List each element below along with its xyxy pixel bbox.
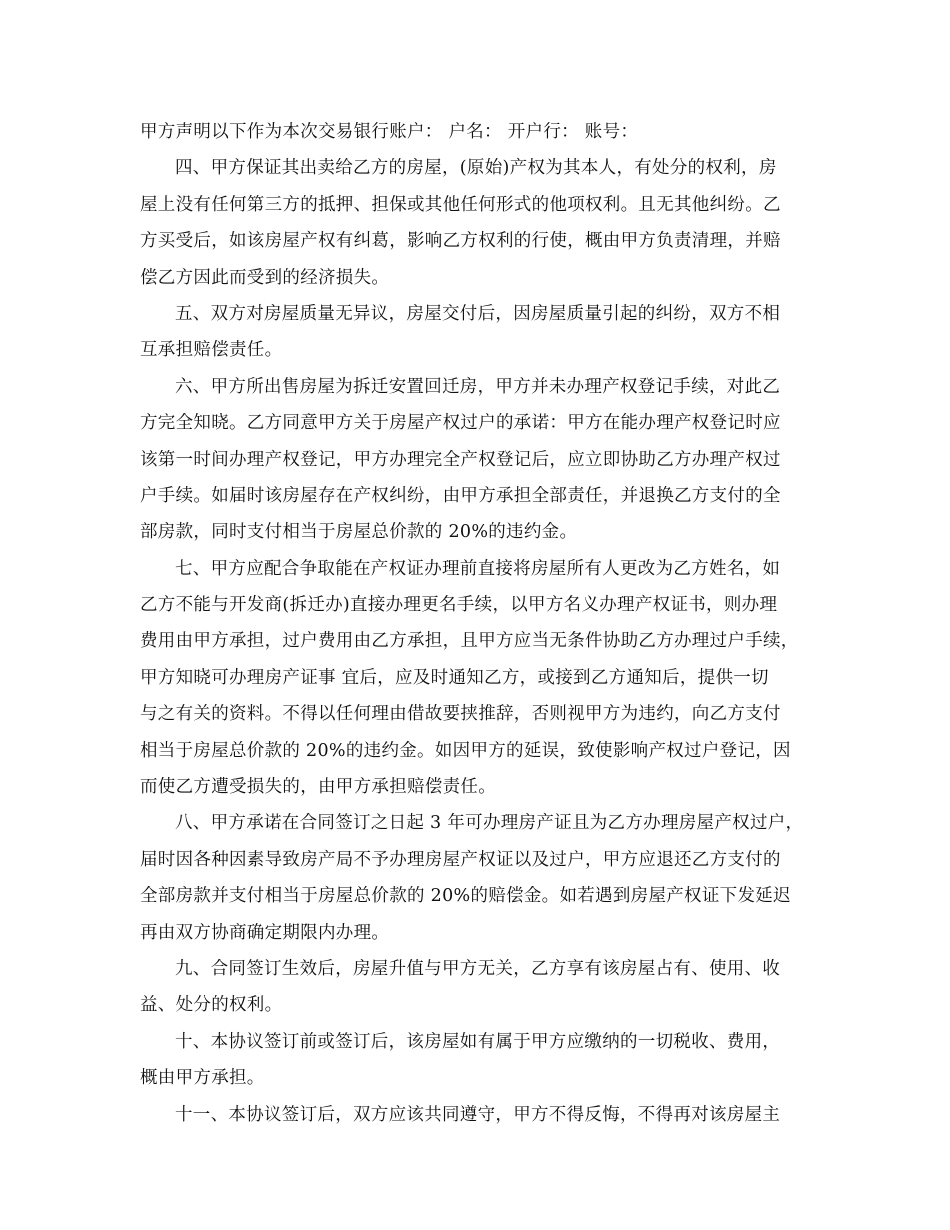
paragraph-first-line: 六、甲方所出售房屋为拆迁安置回迁房，甲方并未办理产权登记手续，对此乙 [175, 376, 781, 397]
paragraph-line: 甲方知晓可办理房产证事 宜后，应及时通知乙方，或接到乙方通知后，提供一切 [140, 667, 769, 688]
paragraph-line: 互承担赔偿责任。 [140, 340, 283, 361]
paragraph-line: 乙方不能与开发商(拆迁办)直接办理更名手续，以甲方名义办理产权证书，则办理 [140, 595, 778, 616]
paragraph-line: 相当于房屋总价款的 20%的违约金。如因甲方的延误，致使影响产权过户登记，因 [140, 740, 791, 761]
paragraph-line: 概由甲方承担。 [140, 1068, 265, 1089]
paragraph-first-line: 八、甲方承诺在合同签订之日起 3 年可办理房产证且为乙方办理房屋产权过户， [175, 813, 804, 834]
paragraph-first-line: 五、双方对房屋质量无异议，房屋交付后，因房屋质量引起的纠纷，双方不相 [175, 303, 781, 324]
paragraph-first-line: 九、合同签订生效后，房屋升值与甲方无关，乙方享有该房屋占有、使用、收 [175, 958, 781, 979]
paragraph-line: 方买受后，如该房屋产权有纠葛，影响乙方权利的行使，概由甲方负责清理，并赔 [140, 231, 781, 252]
paragraph-line: 方完全知晓。乙方同意甲方关于房屋产权过户的承诺：甲方在能办理产权登记时应 [140, 413, 781, 434]
paragraph-line: 费用由甲方承担，过户费用由乙方承担，且甲方应当无条件协助乙方办理过户手续， [140, 631, 799, 652]
paragraph-first-line: 七、甲方应配合争取能在产权证办理前直接将房屋所有人更改为乙方姓名，如 [175, 558, 781, 579]
paragraph-line: 屋上没有任何第三方的抵押、担保或其他任何形式的他项权利。且无其他纠纷。乙 [140, 194, 781, 215]
paragraph-first-line: 十、本协议签订前或签订后，该房屋如有属于甲方应缴纳的一切税收、费用， [175, 1031, 781, 1052]
paragraph-line: 益、处分的权利。 [140, 995, 283, 1016]
paragraph-line: 部房款，同时支付相当于房屋总价款的 20%的违约金。 [140, 522, 578, 543]
paragraph-line: 全部房款并支付相当于房屋总价款的 20%的赔偿金。如若遇到房屋产权证下发延迟 [140, 886, 791, 907]
paragraph-line: 再由双方协商确定期限内办理。 [140, 922, 390, 943]
paragraph-line: 甲方声明以下作为本次交易银行账户： 户名： 开户行： 账号： [140, 122, 639, 142]
paragraph-line: 偿乙方因此而受到的经济损失。 [140, 267, 390, 288]
paragraph-line: 户手续。如届时该房屋存在产权纠纷，由甲方承担全部责任，并退换乙方支付的全 [140, 485, 781, 506]
paragraph-line: 与之有关的资料。不得以任何理由借故要挟推辞，否则视甲方为违约，向乙方支付 [140, 704, 781, 725]
paragraph-first-line: 四、甲方保证其出卖给乙方的房屋，(原始)产权为其本人，有处分的权利，房 [175, 158, 777, 179]
paragraph-line: 该第一时间办理产权登记，甲方办理完全产权登记后，应立即协助乙方办理产权过 [140, 449, 781, 470]
paragraph-line: 而使乙方遭受损失的，由甲方承担赔偿责任。 [140, 777, 496, 798]
paragraph-first-line: 十一、本协议签订后，双方应该共同遵守，甲方不得反悔，不得再对该房屋主 [175, 1104, 781, 1125]
document-body [140, 114, 825, 1133]
paragraph-line: 届时因各种因素导致房产局不予办理房屋产权证以及过户，甲方应退还乙方支付的 [140, 849, 781, 870]
